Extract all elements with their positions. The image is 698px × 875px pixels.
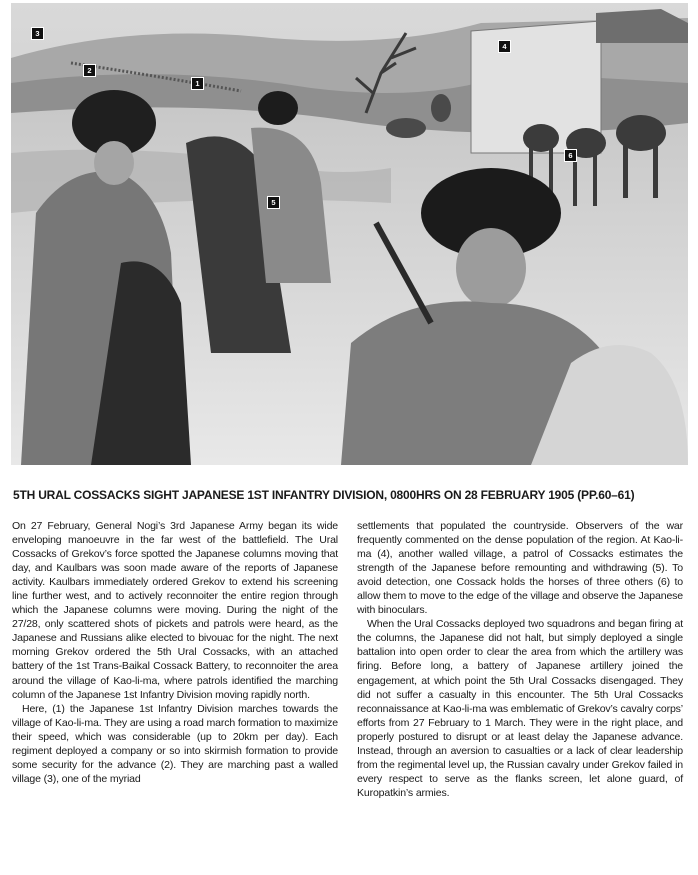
body-paragraph: Here, (1) the Japanese 1st Infantry Division marches towards the village of Kao-li-ma. They are using a road march formation to maximize their speed, which was considerable (up to 20km per day). Each regiment deployed a company or so into skirmish formation to provide some security for the advance (2). They are marching past a walled village (3), one of the myriad — [12, 702, 338, 785]
marker-4: 4 — [498, 40, 511, 53]
marker-2: 2 — [83, 64, 96, 77]
caption-title: 5TH URAL COSSACKS SIGHT JAPANESE 1ST INFANTRY DIVISION, 0800HRS ON 28 FEBRUARY 1905 (PP.60–61) — [13, 488, 635, 502]
body-column-right — [357, 519, 683, 800]
marker-3: 3 — [31, 27, 44, 40]
body-paragraph: When the Ural Cossacks deployed two squadrons and began firing at the columns, the Japanese did not halt, but simply deployed a single battalion into open order to clear the area from which the artillery was firing. Before long, a battery of Japanese artillery joined the engagement, at which point the 5th Ural Cossacks disengaged. They did not suffer a casualty in this encounter. The 5th Ural Cossacks reconnaissance at Kao-li-ma was emblematic of Grekov’s cavalry corps’ efforts from 27 February to 1 March. They were in the right place, and properly postured to disrupt or at least delay the Japanese advance. Instead, through an aversion to casualties or a lack of clear leadership from the regimental level up, the Russian cavalry under Grekov failed in every respect to serve as the flanks screen, let alone guard, of Kuropatkin’s armies. — [357, 618, 683, 799]
marker-1: 1 — [191, 77, 204, 90]
marker-6: 6 — [564, 149, 577, 162]
body-paragraph: settlements that populated the countryside. Observers of the war frequently commented on the dense population of the region. At Kao-li-ma (4), another walled village, a patrol of Cossacks estimates the strength of the Japanese before remounting and withdrawing (5). To avoid detection, one Cossack holds the horses of three others (6) to allow them to move to the edge of the village and observe the Japanese with binoculars. — [357, 520, 683, 617]
body-column-left — [12, 519, 338, 786]
battle-illustration — [11, 3, 688, 465]
illustration-artwork — [11, 3, 688, 465]
body-paragraph: On 27 February, General Nogi’s 3rd Japanese Army began its wide enveloping manoeuvre in the far west of the battlefield. The Ural Cossacks of Grekov’s force spotted the Japanese columns moving that day, and Kaulbars was soon made aware of the reports of Japanese activity. Kaulbars immediately ordered Grekov to extend his screening line further west, and to actively reconnoiter the entire region through which the Japanese columns were moving. During the night of the 27/28, only scattered shots of pickets and patrols were heard, as the Japanese and Russians alike elected to bivouac for the night. The next morning Grekov ordered the 5th Ural Cossacks, with an attached battery of the 1st Trans-Baikal Cossack Battery, to reconnoiter the area around the village of Kao-li-ma, where patrols identified the marching column of the Japanese 1st Infantry Division moving rapidly north. — [12, 520, 338, 701]
marker-5: 5 — [267, 196, 280, 209]
